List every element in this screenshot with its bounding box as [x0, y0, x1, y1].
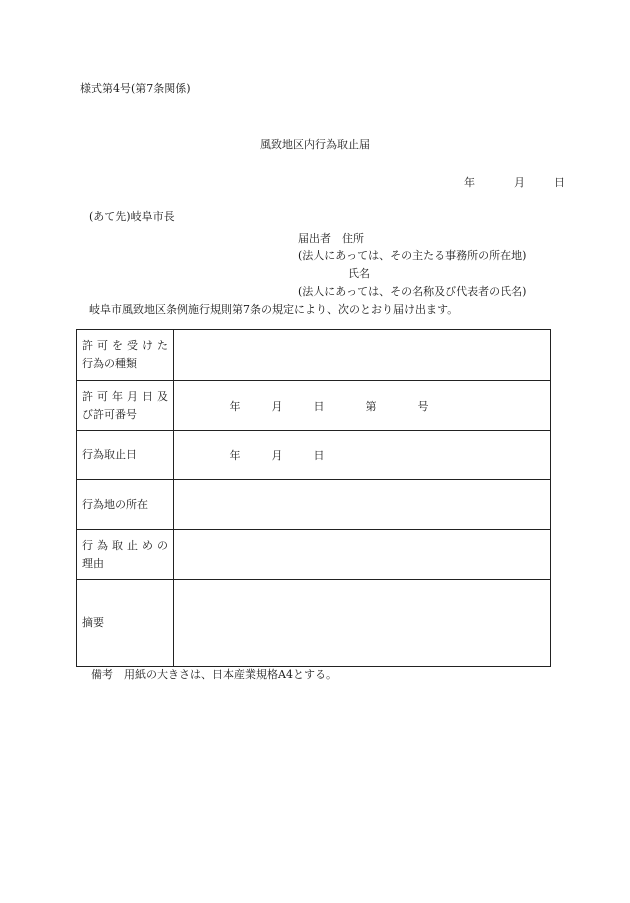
cancel-day-label: 日 — [313, 449, 325, 462]
permit-number-prefix: 第 — [365, 399, 377, 413]
permit-day-label: 日 — [313, 399, 325, 413]
table-row — [77, 330, 551, 381]
permitted-activity-type-field[interactable] — [174, 330, 551, 381]
form-number-header: 様式第4号(第7条関係) — [80, 82, 191, 95]
intro-text: 岐阜市風致地区条例施行規則第7条の規定により、次のとおり届け出ます。 — [89, 303, 459, 316]
row-label-permitted-activity-type: 許可を受けた 行為の種類 — [77, 330, 174, 381]
submission-date-line — [464, 176, 565, 190]
document-title: 風致地区内行為取止届 — [260, 138, 370, 151]
table-row — [77, 480, 551, 530]
permit-date-number-field[interactable] — [174, 381, 551, 431]
cancel-year-label: 年 — [229, 449, 241, 462]
date-day-label: 日 — [554, 176, 565, 189]
row-label-remarks: 摘要 — [77, 580, 174, 667]
cancellation-date-field[interactable] — [174, 431, 551, 480]
remarks-field[interactable] — [174, 580, 551, 667]
permit-number-suffix: 号 — [417, 399, 429, 413]
notification-table — [76, 329, 551, 667]
row-label-activity-location: 行為地の所在 — [77, 480, 174, 530]
table-row — [77, 580, 551, 667]
row-label-permit-date-number: 許可年月日及 び許可番号 — [77, 381, 174, 431]
corporate-name-note: (法人にあっては、その名称及び代表者の氏名) — [298, 285, 527, 298]
table-row — [77, 530, 551, 580]
permit-year-label: 年 — [229, 399, 241, 413]
reporter-name-label: 氏名 — [348, 267, 370, 280]
cancellation-reason-field[interactable] — [174, 530, 551, 580]
footnote: 備考 用紙の大きさは、日本産業規格A4とする。 — [91, 668, 337, 681]
cancel-month-label: 月 — [271, 449, 283, 462]
row-label-cancellation-date: 行為取止日 — [77, 431, 174, 480]
corporate-office-note: (法人にあっては、その主たる事務所の所在地) — [298, 249, 527, 262]
table-row — [77, 431, 551, 480]
date-month-label: 月 — [514, 176, 525, 189]
permit-month-label: 月 — [271, 399, 283, 413]
table-row — [77, 381, 551, 431]
row-label-cancellation-reason: 行為取止めの 理由 — [77, 530, 174, 580]
date-year-label: 年 — [464, 176, 475, 189]
addressee: (あて先)岐阜市長 — [89, 210, 175, 223]
reporter-address-label: 届出者 住所 — [298, 232, 364, 245]
activity-location-field[interactable] — [174, 480, 551, 530]
